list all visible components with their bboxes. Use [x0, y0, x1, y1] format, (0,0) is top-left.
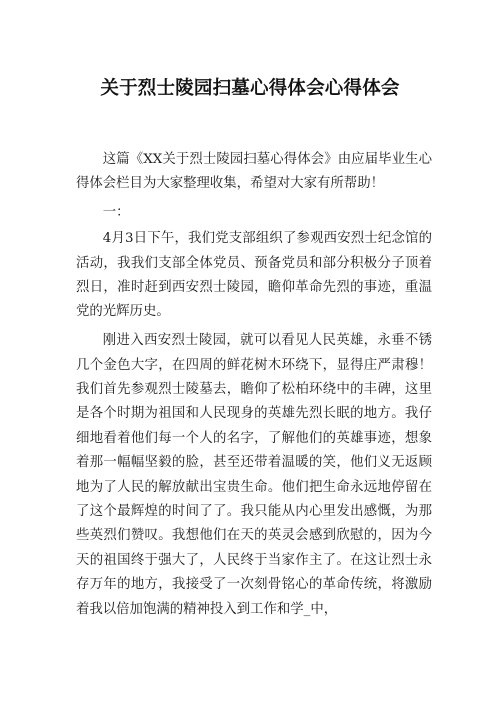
- body-paragraph: 4月3日下午，我们党支部组织了参观西安烈士纪念馆的活动，我我们支部全体党员、预备党员和部分积极分子顶着烈日，准时赶到西安烈士陵园，瞻仰革命先烈的事迹，重温党的光辉历史。: [76, 231, 432, 320]
- body-paragraph: 刚进入西安烈士陵园，就可以看见人民英雄，永垂不锈几个金色大字，在四周的鲜花树木环绕下，显得庄严肃穆！我们首先参观烈士陵墓去，瞻仰了松柏环绕中的丰碑，这里是各个时期为祖国和人民现身的英雄先烈长眠的地方。我仔细地看着他们每一个人的名字，了解他们的英雄事迹，想象着那一幅幅坚毅的脸，甚至还带着温暖的笑，他们义无返顾地为了人民的解放献出宝贵生命。他们把生命永远地停留在了这个最辉煌的时间了了。我只能从内心里发出感慨，为那些英烈们赞叹。我想他们在天的英灵会感到欣慰的，因为今天的祖国终于强大了，人民终于当家作主了。在这让烈士永存万年的地方，我接受了一次刻骨铭心的革命传统，将激励着我以倍加饱满的精神投入到工作和学_中，: [76, 333, 432, 617]
- section-label: 一：: [102, 205, 130, 221]
- document-title: 关于烈士陵园扫墓心得体会心得体会: [100, 78, 400, 99]
- intro-paragraph: 这篇《XX关于烈士陵园扫墓心得体会》由应届毕业生心得体会栏目为大家整理收集，希望对大家有所帮助！: [76, 152, 432, 192]
- document-body: [76, 148, 432, 626]
